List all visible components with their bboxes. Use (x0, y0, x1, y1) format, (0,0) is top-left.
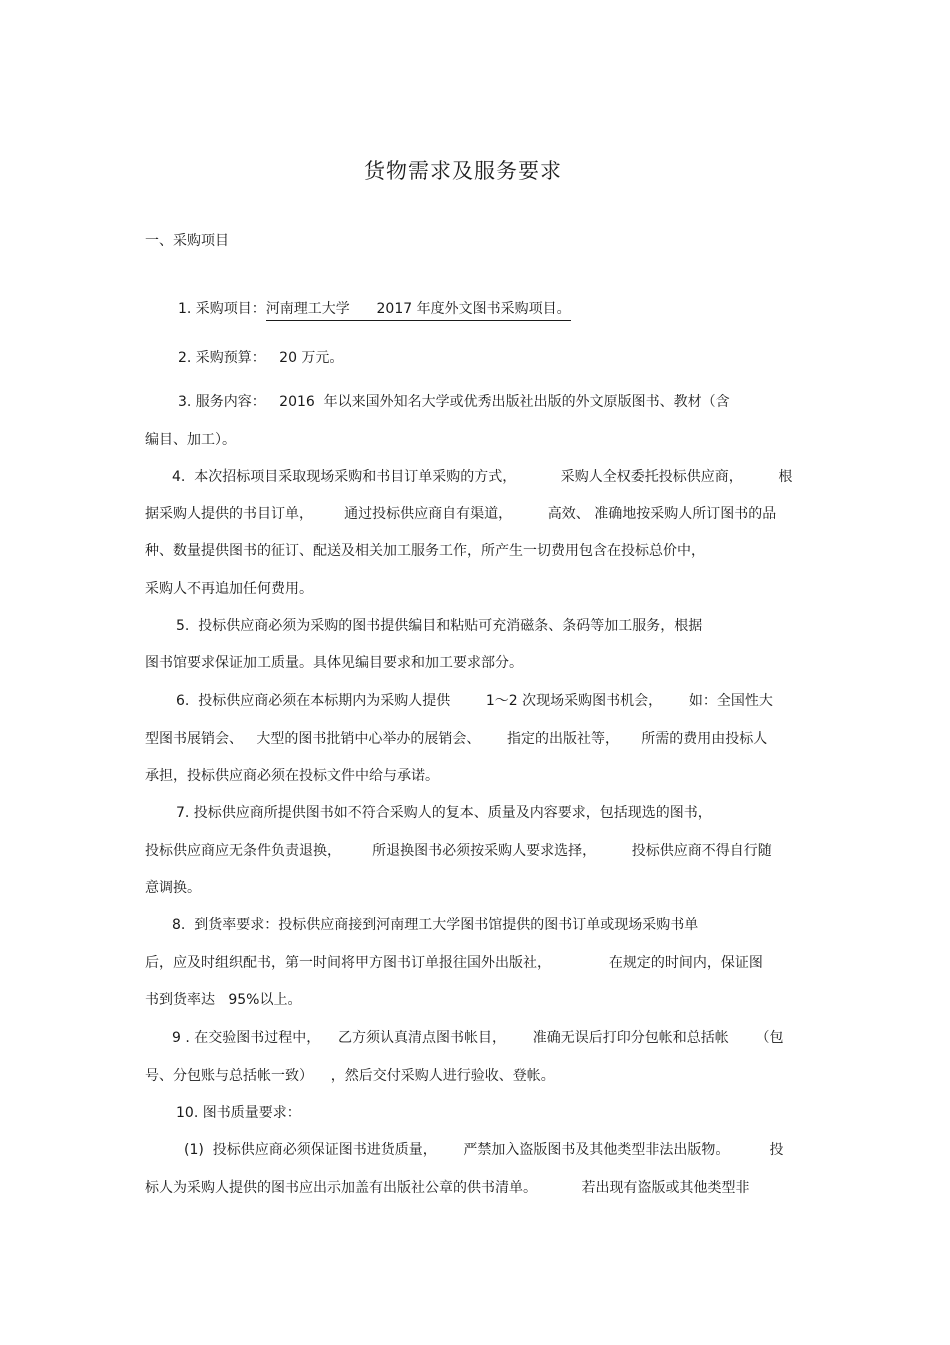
item-4-line-3: 种、数量提供图书的征订、配送及相关加工服务工作，所产生一切费用包含在投标总价中， (145, 543, 705, 559)
item-8-line-2: 后，应及时组织配书，第一时间将甲方图书订单报往国外出版社， 在规定的时间内，保证图 (145, 955, 763, 971)
item-10-sub-1-line-1: (1) 投标供应商必须保证图书进货质量， 严禁加入盗版图书及其他类型非法出版物。 投 (184, 1142, 784, 1158)
item-4-line-4: 采购人不再追加任何费用。 (145, 581, 313, 597)
item-8-line-1: 8. 到货率要求：投标供应商接到河南理工大学图书馆提供的图书订单或现场采购书单 (172, 917, 699, 933)
item-9-line-1: 9 . 在交验图书过程中， 乙方须认真清点图书帐目， 准确无误后打印分包帐和总括帐 （包 (172, 1030, 784, 1046)
item-7-line-3: 意调换。 (145, 880, 201, 896)
item-7-line-2: 投标供应商应无条件负责退换， 所退换图书必须按采购人要求选择， 投标供应商不得自行随 (145, 843, 772, 859)
item-3-line-2: 编目、加工）。 (145, 432, 236, 448)
item-1-prefix: 1. 采购项目： (178, 301, 266, 317)
item-4-line-1: 4. 本次招标项目采取现场采购和书目订单采购的方式， 采购人全权委托投标供应商， 根 (172, 469, 793, 485)
item-9-line-2: 号、分包账与总括帐一致） ，然后交付采购人进行验收、登帐。 (145, 1068, 555, 1084)
item-1-project-name: 河南理工大学 2017 年度外文图书采购项目。 (266, 301, 571, 321)
item-5-line-1: 5. 投标供应商必须为采购的图书提供编目和粘贴可充消磁条、条码等加工服务，根据 (176, 618, 703, 634)
item-8-line-3: 书到货率达 95%以上。 (145, 992, 302, 1008)
item-5-line-2: 图书馆要求保证加工质量。具体见编目要求和加工要求部分。 (145, 655, 523, 671)
item-2: 2. 采购预算： 20 万元。 (178, 350, 344, 366)
item-6-line-2: 型图书展销会、 大型的图书批销中心举办的展销会、 指定的出版社等， 所需的费用由投标人 (145, 731, 768, 747)
item-7-line-1: 7. 投标供应商所提供图书如不符合采购人的复本、质量及内容要求，包括现选的图书， (176, 805, 712, 821)
document-title: 货物需求及服务要求 (364, 159, 562, 183)
item-10-sub-1-line-2: 标人为采购人提供的图书应出示加盖有出版社公章的供书清单。 若出现有盗版或其他类型非 (145, 1180, 750, 1196)
item-3-line-1: 3. 服务内容： 2016 年以来国外知名大学或优秀出版社出版的外文原版图书、教材（含 (178, 394, 730, 410)
item-6-line-1: 6. 投标供应商必须在本标期内为采购人提供 1～2 次现场采购图书机会， 如：全国性大 (176, 693, 773, 709)
item-10-heading: 10. 图书质量要求： (176, 1105, 301, 1121)
section-heading: 一、采购项目 (145, 233, 229, 249)
item-6-line-3: 承担，投标供应商必须在投标文件中给与承诺。 (145, 768, 439, 784)
item-1 (178, 299, 571, 319)
item-4-line-2: 据采购人提供的书目订单， 通过投标供应商自有渠道， 高效、 准确地按采购人所订图书的品 (145, 506, 777, 522)
